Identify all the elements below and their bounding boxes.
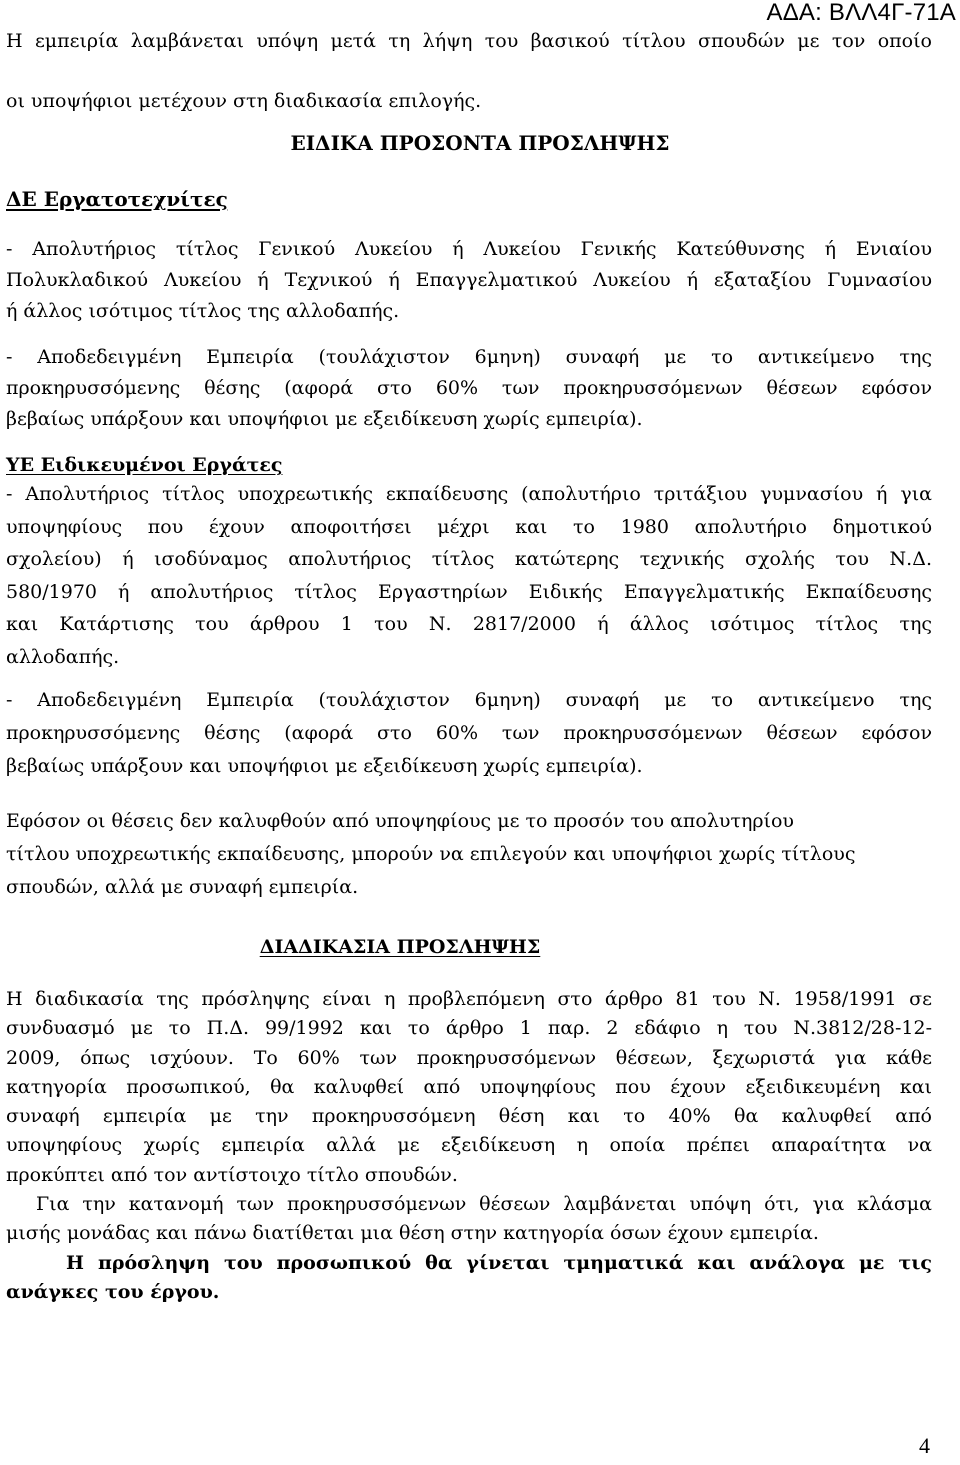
- hiring-emphasis-paragraph: [6, 1249, 932, 1308]
- text-line: Η πρόσληψη του προσωπικού θα γίνεται τμηματικά και ανάλογα με τις: [66, 1252, 932, 1274]
- text-line: - Απολυτήριος τίτλος υποχρεωτικής εκπαίδευσης (απολυτήριο τριτάξιου γυμνασίου ή για: [6, 483, 932, 505]
- text-line: ή άλλος ισότιμος τίτλος της αλλοδαπής.: [6, 300, 400, 322]
- special-qualifications-heading: ΕΙΔΙΚΑ ΠΡΟΣΟΝΤΑ ΠΡΟΣΛΗΨΗΣ: [290, 131, 670, 155]
- text-line: 580/1970 ή απολυτήριος τίτλος Εργαστηρίων Ειδικής Επαγγελματικής Εκπαίδευσης: [6, 580, 932, 603]
- text-line: σχολείου) ή ισοδύναμος απολυτήριος τίτλος κατώτερης τεχνικής σχολής του Ν.Δ.: [6, 548, 932, 570]
- ye-section-heading: ΥΕ Ειδικευμένοι Εργάτες: [6, 454, 283, 476]
- text-line: υποψηφίους χωρίς εμπειρία αλλά με εξειδίκευση η οποία πρέπει απαραίτητα να: [6, 1134, 932, 1157]
- text-line: σπουδών, αλλά με συναφή εμπειρία.: [6, 876, 359, 898]
- ye-requirement-experience: [6, 684, 932, 783]
- page-number: 4: [919, 1433, 930, 1458]
- text-line: τίτλου υποχρεωτικής εκπαίδευσης, μπορούν να επιλεγούν και υποψήφιοι χωρίς τίτλους: [6, 843, 856, 865]
- text-line: - Αποδεδειγμένη Εμπειρία (τουλάχιστον 6μηνη) συναφή με το αντικείμενο της: [6, 346, 932, 368]
- text-line: οι υποψήφιοι μετέχουν στη διαδικασία επιλογής.: [6, 90, 482, 112]
- text-line: κατηγορία προσωπικού, θα καλυφθεί από υποψηφίους που έχουν εξειδικευμένη και: [6, 1075, 932, 1098]
- text-line: προκύπτει από τον αντίστοιχο τίτλο σπουδών.: [6, 1163, 458, 1186]
- text-line: Για την κατανομή των προκηρυσσόμενων θέσεων λαμβάνεται υπόψη ότι, για κλάσμα: [36, 1193, 932, 1215]
- text-line: συνδυασμό με το Π.Δ. 99/1992 και το άρθρο 1 παρ. 2 εδάφιο η του Ν.3812/28-12-: [6, 1017, 932, 1040]
- text-line: αλλοδαπής.: [6, 645, 120, 668]
- de-section-heading: ΔΕ Εργατοτεχνίτες: [6, 187, 228, 211]
- text-line: ανάγκες του έργου.: [6, 1281, 220, 1304]
- text-line: προκηρυσσόμενης θέσης (αφορά στο 60% των προκηρυσσόμενων θέσεων εφόσον: [6, 722, 932, 744]
- text-line: Η διαδικασία της πρόσληψης είναι η προβλεπόμενη στο άρθρο 81 του Ν. 1958/1991 σε: [6, 988, 932, 1010]
- de-requirement-education: [6, 234, 932, 327]
- ye-note-paragraph: [6, 805, 918, 904]
- text-line: υποψηφίους που έχουν αποφοιτήσει μέχρι και το 1980 απολυτήριο δημοτικού: [6, 515, 932, 538]
- de-requirement-experience: [6, 342, 932, 435]
- text-line: Πολυκλαδικού Λυκείου ή Τεχνικού ή Επαγγελματικού Λυκείου ή εξαταξίου Γυμνασίου: [6, 269, 932, 291]
- text-line: συναφή εμπειρία με την προκηρυσσόμενη θέση και το 40% θα καλυφθεί από: [6, 1105, 932, 1128]
- allocation-paragraph: [6, 1190, 932, 1249]
- text-line: προκηρυσσόμενης θέσης (αφορά στο 60% των προκηρυσσόμενων θέσεων εφόσον: [6, 377, 932, 399]
- text-line: Η εμπειρία λαμβάνεται υπόψη μετά τη λήψη του βασικού τίτλου σπουδών με τον οποίο: [6, 30, 932, 52]
- text-line: - Αποδεδειγμένη Εμπειρία (τουλάχιστον 6μηνη) συναφή με το αντικείμενο της: [6, 689, 932, 711]
- text-line: Εφόσον οι θέσεις δεν καλυφθούν από υποψηφίους με το προσόν του απολυτηρίου: [6, 810, 794, 832]
- procedure-heading: ΔΙΑΔΙΚΑΣΙΑ ΠΡΟΣΛΗΨΗΣ: [259, 936, 541, 958]
- ye-requirement-education: [6, 478, 932, 673]
- text-line: μισής μονάδας και πάνω διατίθεται μια θέση στην κατηγορία όσων έχουν εμπειρία.: [6, 1222, 819, 1245]
- intro-paragraph: [6, 26, 932, 117]
- text-line: - Απολυτήριος τίτλος Γενικού Λυκείου ή Λυκείου Γενικής Κατεύθυνσης ή Ενιαίου: [6, 238, 932, 260]
- text-line: βεβαίως υπάρξουν και υποψήφιοι με εξειδίκευση χωρίς εμπειρία).: [6, 755, 643, 777]
- text-line: 2009, όπως ισχύουν. Το 60% των προκηρυσσόμενων θέσεων, ξεχωριστά για κάθε: [6, 1046, 932, 1069]
- procedure-paragraph: [6, 985, 932, 1190]
- ada-code: ΑΔΑ: ΒΛΛ4Γ-71Α: [766, 0, 956, 26]
- text-line: βεβαίως υπάρξουν και υποψήφιοι με εξειδίκευση χωρίς εμπειρία).: [6, 408, 643, 430]
- text-line: και Κατάρτισης του άρθρου 1 του Ν. 2817/2000 ή άλλος ισότιμος τίτλος της: [6, 613, 932, 635]
